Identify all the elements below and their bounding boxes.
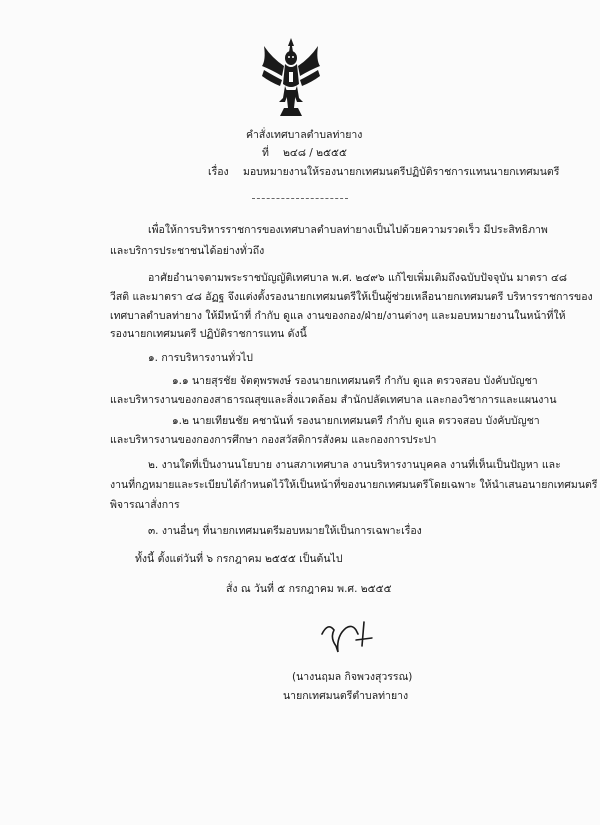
signer-name: (นางนฤมล กิจพวงสุวรรณ): [292, 671, 413, 683]
paragraph-2-line-1: อาศัยอำนาจตามพระราชบัญญัติเทศบาล พ.ศ. ๒๔๙๖ แก้ไขเพิ่มเติมถึงฉบับปัจจุบัน มาตรา ๔๘: [148, 272, 568, 284]
effective-date: ทั้งนี้ ตั้งแต่วันที่ ๖ กรกฎาคม ๒๕๕๕ เป็นต้นไป: [135, 553, 343, 565]
item-2-line-1: ๒. งานใดที่เป็นงานนโยบาย งานสภาเทศบาล งานบริหารงานบุคคล งานที่เห็นเป็นปัญหา และ: [148, 459, 561, 471]
order-number-label: ที่: [262, 147, 269, 159]
item-1-2-line-1: ๑.๒ นายเทียนชัย คชานันท์ รองนายกเทศมนตรี กำกับ ดูแล ตรวจสอบ บังคับบัญชา: [172, 415, 540, 427]
item-1-1-line-1: ๑.๑ นายสุรชัย จัตตุพรพงษ์ รองนายกเทศมนตรี กำกับ ดูแล ตรวจสอบ บังคับบัญชา: [172, 375, 538, 387]
order-number: ๒๔๘ / ๒๕๕๕: [283, 147, 347, 159]
signature-icon: [312, 616, 392, 656]
paragraph-1-line-1: เพื่อให้การบริหารราชการของเทศบาลตำบลท่ายางเป็นไปด้วยความรวดเร็ว มีประสิทธิภาพ: [148, 224, 548, 236]
subject-text: มอบหมายงานให้รองนายกเทศมนตรีปฏิบัติราชการแทนนายกเทศมนตรี: [243, 166, 560, 178]
order-date: สั่ง ณ วันที่ ๕ กรกฎาคม พ.ศ. ๒๕๕๕: [226, 583, 392, 595]
item-2-line-3: พิจารณาสั่งการ: [110, 499, 180, 511]
item-2-line-2: งานที่กฎหมายและระเบียบได้กำหนดไว้ให้เป็นหน้าที่ของนายกเทศมนตรีโดยเฉพาะ ให้นำเสนอนายกเทศมนตรี: [110, 479, 598, 491]
signer-title: นายกเทศมนตรีตำบลท่ายาง: [283, 690, 409, 702]
item-1-1-line-2: และบริหารงานของกองสาธารณสุขและสิ่งแวดล้อม สำนักปลัดเทศบาล และกองวิชาการและแผนงาน: [110, 394, 557, 406]
item-1-title: ๑. การบริหารงานทั่วไป: [148, 352, 253, 364]
item-1-2-line-2: และบริหารงานของกองการศึกษา กองสวัสดิการสังคม และกองการประปา: [110, 434, 437, 446]
order-heading: คำสั่งเทศบาลตำบลท่ายาง: [246, 129, 363, 141]
garuda-emblem-icon: [258, 36, 324, 118]
paragraph-2-line-4: รองนายกเทศมนตรี ปฏิบัติราชการแทน ดังนี้: [110, 328, 307, 340]
paragraph-1-line-2: และบริการประชาชนได้อย่างทั่วถึง: [110, 245, 265, 257]
paragraph-2-line-2: วีสติ และมาตรา ๔๘ อัฏฐ จึงแต่งตั้งรองนายกเทศมนตรีให้เป็นผู้ช่วยเหลือนายกเทศมนตรี บริหารราชการของ: [110, 291, 593, 303]
divider: [252, 198, 348, 199]
paragraph-2-line-3: เทศบาลตำบลท่ายาง ให้มีหน้าที่ กำกับ ดูแล งานของกอง/ฝ่าย/งานต่างๆ และมอบหมายงานในหน้าที่ให้: [110, 310, 566, 322]
subject-label: เรื่อง: [208, 166, 229, 178]
item-3: ๓. งานอื่นๆ ที่นายกเทศมนตรีมอบหมายให้เป็นการเฉพาะเรื่อง: [148, 525, 422, 537]
